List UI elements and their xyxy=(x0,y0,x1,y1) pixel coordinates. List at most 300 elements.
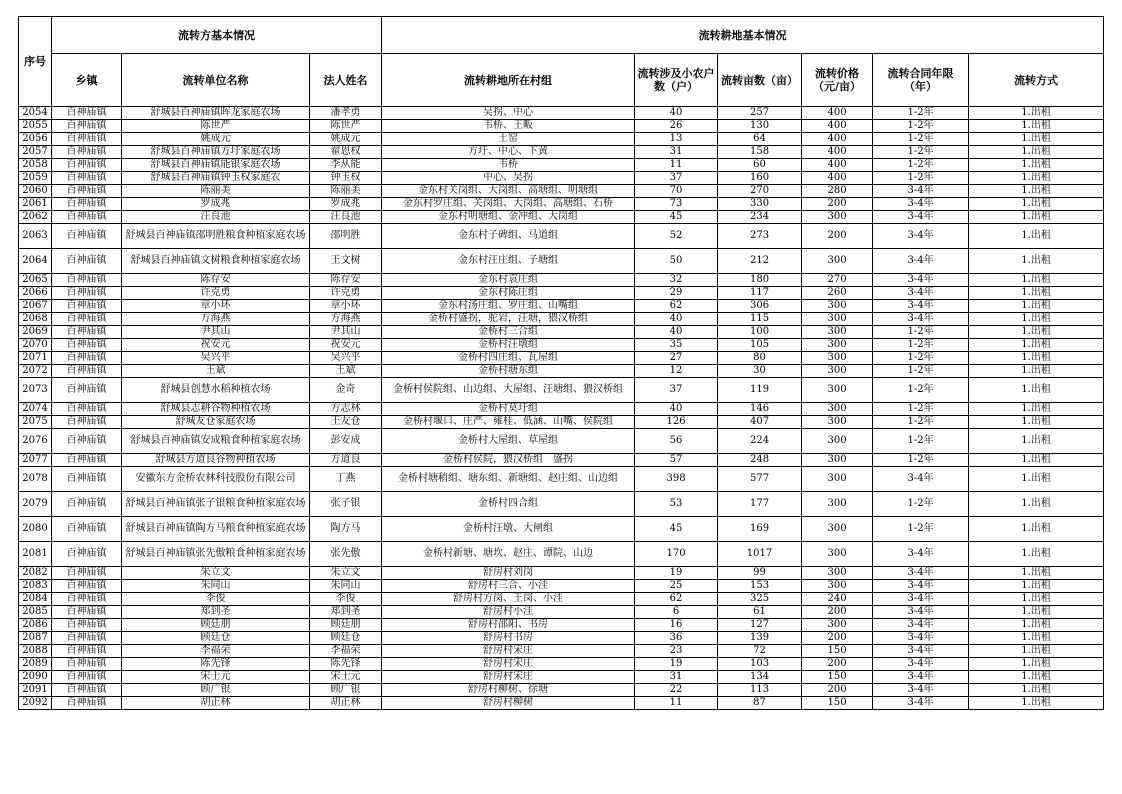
table-row xyxy=(19,172,1104,185)
cell-mode: 1.出租 xyxy=(969,339,1104,352)
cell-mode: 1.出租 xyxy=(969,224,1104,249)
cell-legal-person: 潘孝勇 xyxy=(310,107,382,120)
cell-seq: 2091 xyxy=(19,684,52,697)
cell-seq: 2057 xyxy=(19,146,52,159)
cell-households: 37 xyxy=(635,378,718,403)
cell-area: 577 xyxy=(718,467,802,492)
cell-unit-name: 陈存安 xyxy=(122,274,310,287)
cell-households: 57 xyxy=(635,454,718,467)
cell-mode: 1.出租 xyxy=(969,159,1104,172)
cell-legal-person: 邵明胜 xyxy=(310,224,382,249)
cell-village: 金桥村侯院组、山边组、大屋组、汪塘组、猥汉桥组 xyxy=(382,378,635,403)
cell-village: 金桥村四庄组、瓦屋组 xyxy=(382,352,635,365)
cell-area: 153 xyxy=(718,580,802,593)
cell-unit-name: 舒城县百神庙镇能银家庭农场 xyxy=(122,159,310,172)
table-row xyxy=(19,454,1104,467)
cell-village: 金东村汤庄组、罗庄组、山嘴组 xyxy=(382,300,635,313)
cell-mode: 1.出租 xyxy=(969,274,1104,287)
table-row xyxy=(19,339,1104,352)
cell-price: 300 xyxy=(802,467,873,492)
cell-seq: 2066 xyxy=(19,287,52,300)
cell-households: 40 xyxy=(635,326,718,339)
cell-price: 200 xyxy=(802,224,873,249)
cell-area: 115 xyxy=(718,313,802,326)
cell-legal-person: 陈丽美 xyxy=(310,185,382,198)
cell-mode: 1.出租 xyxy=(969,416,1104,429)
cell-price: 200 xyxy=(802,684,873,697)
cell-village: 金东村关岗组、大岗组、高塘组、明塘组 xyxy=(382,185,635,198)
cell-mode: 1.出租 xyxy=(969,684,1104,697)
table-row xyxy=(19,632,1104,645)
cell-seq: 2084 xyxy=(19,593,52,606)
cell-area: 180 xyxy=(718,274,802,287)
cell-households: 19 xyxy=(635,658,718,671)
cell-seq: 2085 xyxy=(19,606,52,619)
cell-mode: 1.出租 xyxy=(969,542,1104,567)
cell-price: 300 xyxy=(802,619,873,632)
header-area: 流转亩数（亩） xyxy=(718,54,802,107)
cell-legal-person: 许克勇 xyxy=(310,287,382,300)
cell-unit-name: 胡正林 xyxy=(122,697,310,710)
cell-legal-person: 李从能 xyxy=(310,159,382,172)
cell-village: 金桥村三合组 xyxy=(382,326,635,339)
cell-unit-name: 方海燕 xyxy=(122,313,310,326)
cell-seq: 2054 xyxy=(19,107,52,120)
table-row xyxy=(19,619,1104,632)
cell-price: 150 xyxy=(802,645,873,658)
cell-mode: 1.出租 xyxy=(969,313,1104,326)
cell-seq: 2070 xyxy=(19,339,52,352)
cell-legal-person: 顾廷朋 xyxy=(310,619,382,632)
table-row xyxy=(19,365,1104,378)
cell-mode: 1.出租 xyxy=(969,133,1104,146)
cell-area: 30 xyxy=(718,365,802,378)
cell-term: 3-4年 xyxy=(873,300,969,313)
cell-village: 舒房村邵阳、书房 xyxy=(382,619,635,632)
cell-mode: 1.出租 xyxy=(969,403,1104,416)
cell-term: 3-4年 xyxy=(873,606,969,619)
header-term: 流转合同年限（年） xyxy=(873,54,969,107)
cell-area: 80 xyxy=(718,352,802,365)
table-row xyxy=(19,326,1104,339)
cell-legal-person: 李福荣 xyxy=(310,645,382,658)
table-row xyxy=(19,645,1104,658)
cell-town: 百神庙镇 xyxy=(52,326,122,339)
cell-term: 1-2年 xyxy=(873,416,969,429)
cell-households: 40 xyxy=(635,403,718,416)
cell-legal-person: 罗成兆 xyxy=(310,198,382,211)
table-row xyxy=(19,606,1104,619)
cell-village: 金东村子碑组、马道组 xyxy=(382,224,635,249)
table-row xyxy=(19,658,1104,671)
cell-households: 40 xyxy=(635,107,718,120)
cell-town: 百神庙镇 xyxy=(52,658,122,671)
cell-village: 金桥村塘东组 xyxy=(382,365,635,378)
cell-village: 金东村汪庄组、子塘组 xyxy=(382,249,635,274)
cell-term: 3-4年 xyxy=(873,249,969,274)
cell-term: 1-2年 xyxy=(873,107,969,120)
cell-seq: 2090 xyxy=(19,671,52,684)
cell-price: 400 xyxy=(802,133,873,146)
cell-mode: 1.出租 xyxy=(969,249,1104,274)
cell-price: 200 xyxy=(802,658,873,671)
cell-town: 百神庙镇 xyxy=(52,159,122,172)
cell-seq: 2086 xyxy=(19,619,52,632)
cell-price: 300 xyxy=(802,567,873,580)
table-row xyxy=(19,300,1104,313)
cell-price: 200 xyxy=(802,198,873,211)
cell-mode: 1.出租 xyxy=(969,211,1104,224)
cell-term: 3-4年 xyxy=(873,619,969,632)
cell-town: 百神庙镇 xyxy=(52,107,122,120)
cell-households: 62 xyxy=(635,593,718,606)
cell-households: 50 xyxy=(635,249,718,274)
table-row xyxy=(19,542,1104,567)
cell-seq: 2064 xyxy=(19,249,52,274)
cell-area: 146 xyxy=(718,403,802,416)
cell-households: 56 xyxy=(635,429,718,454)
cell-seq: 2061 xyxy=(19,198,52,211)
table-row xyxy=(19,120,1104,133)
cell-village: 舒房村刘岗 xyxy=(382,567,635,580)
cell-area: 234 xyxy=(718,211,802,224)
cell-legal-person: 顾广银 xyxy=(310,684,382,697)
cell-area: 100 xyxy=(718,326,802,339)
cell-unit-name: 顾廷朋 xyxy=(122,619,310,632)
cell-households: 22 xyxy=(635,684,718,697)
cell-price: 240 xyxy=(802,593,873,606)
cell-town: 百神庙镇 xyxy=(52,606,122,619)
cell-village: 金桥村汪墩、大闸组 xyxy=(382,517,635,542)
cell-town: 百神庙镇 xyxy=(52,339,122,352)
cell-town: 百神庙镇 xyxy=(52,542,122,567)
cell-price: 300 xyxy=(802,416,873,429)
cell-households: 11 xyxy=(635,159,718,172)
cell-area: 257 xyxy=(718,107,802,120)
cell-area: 273 xyxy=(718,224,802,249)
cell-households: 19 xyxy=(635,567,718,580)
cell-mode: 1.出租 xyxy=(969,326,1104,339)
cell-legal-person: 吴兴平 xyxy=(310,352,382,365)
cell-legal-person: 朱立文 xyxy=(310,567,382,580)
cell-unit-name: 顾廷仓 xyxy=(122,632,310,645)
cell-mode: 1.出租 xyxy=(969,492,1104,517)
cell-area: 72 xyxy=(718,645,802,658)
cell-village: 韦桥、王畈 xyxy=(382,120,635,133)
cell-price: 300 xyxy=(802,249,873,274)
cell-price: 260 xyxy=(802,287,873,300)
cell-price: 300 xyxy=(802,300,873,313)
header-group-land: 流转耕地基本情况 xyxy=(382,17,1104,54)
cell-village: 舒房村小洼 xyxy=(382,606,635,619)
cell-area: 119 xyxy=(718,378,802,403)
cell-households: 11 xyxy=(635,697,718,710)
cell-mode: 1.出租 xyxy=(969,287,1104,300)
cell-households: 16 xyxy=(635,619,718,632)
cell-legal-person: 陈先锋 xyxy=(310,658,382,671)
cell-village: 金桥村大屋组、草屋组 xyxy=(382,429,635,454)
cell-seq: 2083 xyxy=(19,580,52,593)
cell-seq: 2059 xyxy=(19,172,52,185)
cell-area: 160 xyxy=(718,172,802,185)
cell-legal-person: 方海燕 xyxy=(310,313,382,326)
header-mode: 流转方式 xyxy=(969,54,1104,107)
cell-area: 330 xyxy=(718,198,802,211)
table-row xyxy=(19,517,1104,542)
cell-households: 23 xyxy=(635,645,718,658)
cell-seq: 2074 xyxy=(19,403,52,416)
table-row xyxy=(19,403,1104,416)
cell-households: 13 xyxy=(635,133,718,146)
cell-seq: 2080 xyxy=(19,517,52,542)
cell-village: 金东村陈庄组 xyxy=(382,287,635,300)
cell-term: 3-4年 xyxy=(873,567,969,580)
cell-seq: 2089 xyxy=(19,658,52,671)
cell-mode: 1.出租 xyxy=(969,352,1104,365)
cell-area: 407 xyxy=(718,416,802,429)
cell-term: 1-2年 xyxy=(873,352,969,365)
cell-price: 300 xyxy=(802,365,873,378)
cell-town: 百神庙镇 xyxy=(52,172,122,185)
table-row xyxy=(19,671,1104,684)
cell-seq: 2082 xyxy=(19,567,52,580)
cell-area: 130 xyxy=(718,120,802,133)
cell-unit-name: 朱立文 xyxy=(122,567,310,580)
cell-term: 1-2年 xyxy=(873,339,969,352)
cell-legal-person: 章小环 xyxy=(310,300,382,313)
cell-price: 300 xyxy=(802,326,873,339)
cell-area: 306 xyxy=(718,300,802,313)
cell-unit-name: 姚成元 xyxy=(122,133,310,146)
cell-unit-name: 陈丽美 xyxy=(122,185,310,198)
cell-unit-name: 吴兴平 xyxy=(122,352,310,365)
cell-village: 金东村袁庄组 xyxy=(382,274,635,287)
cell-households: 70 xyxy=(635,185,718,198)
table-row xyxy=(19,107,1104,120)
table-row xyxy=(19,697,1104,710)
cell-area: 270 xyxy=(718,185,802,198)
cell-unit-name: 舒城县百神庙镇张先傲粮食种植家庭农场 xyxy=(122,542,310,567)
cell-term: 3-4年 xyxy=(873,671,969,684)
cell-unit-name: 舒城县百神庙镇张子银粮食种植家庭农场 xyxy=(122,492,310,517)
cell-unit-name: 罗成兆 xyxy=(122,198,310,211)
cell-legal-person: 顾廷仓 xyxy=(310,632,382,645)
table-row xyxy=(19,274,1104,287)
cell-legal-person: 张子银 xyxy=(310,492,382,517)
cell-households: 26 xyxy=(635,120,718,133)
cell-town: 百神庙镇 xyxy=(52,593,122,606)
cell-town: 百神庙镇 xyxy=(52,287,122,300)
cell-term: 1-2年 xyxy=(873,326,969,339)
cell-area: 158 xyxy=(718,146,802,159)
cell-households: 25 xyxy=(635,580,718,593)
cell-town: 百神庙镇 xyxy=(52,198,122,211)
cell-village: 韦桥 xyxy=(382,159,635,172)
cell-seq: 2056 xyxy=(19,133,52,146)
cell-village: 金桥村侯院，猥汉桥组 盛拐 xyxy=(382,454,635,467)
cell-term: 1-2年 xyxy=(873,365,969,378)
cell-unit-name: 许克勇 xyxy=(122,287,310,300)
cell-area: 212 xyxy=(718,249,802,274)
header-seq: 序号 xyxy=(19,17,52,107)
cell-term: 1-2年 xyxy=(873,403,969,416)
cell-mode: 1.出租 xyxy=(969,365,1104,378)
cell-price: 400 xyxy=(802,172,873,185)
cell-village: 金东村明塘组、金冲组、大岗组 xyxy=(382,211,635,224)
cell-households: 73 xyxy=(635,198,718,211)
cell-term: 3-4年 xyxy=(873,697,969,710)
cell-village: 舒房村宋庄 xyxy=(382,658,635,671)
cell-area: 248 xyxy=(718,454,802,467)
table-row xyxy=(19,159,1104,172)
cell-area: 61 xyxy=(718,606,802,619)
cell-price: 300 xyxy=(802,580,873,593)
cell-mode: 1.出租 xyxy=(969,300,1104,313)
cell-village: 舒房村三合、小洼 xyxy=(382,580,635,593)
table-row xyxy=(19,567,1104,580)
cell-term: 3-4年 xyxy=(873,658,969,671)
cell-area: 224 xyxy=(718,429,802,454)
cell-legal-person: 方志林 xyxy=(310,403,382,416)
cell-unit-name: 祝安元 xyxy=(122,339,310,352)
cell-legal-person: 李俊 xyxy=(310,593,382,606)
cell-households: 45 xyxy=(635,517,718,542)
cell-legal-person: 丁燕 xyxy=(310,467,382,492)
cell-households: 31 xyxy=(635,671,718,684)
cell-village: 舒房村柳树、徐塘 xyxy=(382,684,635,697)
cell-village: 金桥村盛拐，驼岩，汪塘，猥汉桥组 xyxy=(382,313,635,326)
cell-households: 45 xyxy=(635,211,718,224)
cell-town: 百神庙镇 xyxy=(52,352,122,365)
table-row xyxy=(19,429,1104,454)
cell-legal-person: 朱同山 xyxy=(310,580,382,593)
cell-term: 3-4年 xyxy=(873,580,969,593)
cell-seq: 2071 xyxy=(19,352,52,365)
header-group-transferor: 流转方基本情况 xyxy=(52,17,382,54)
cell-households: 6 xyxy=(635,606,718,619)
cell-price: 300 xyxy=(802,313,873,326)
cell-legal-person: 方道良 xyxy=(310,454,382,467)
cell-village: 土窑 xyxy=(382,133,635,146)
cell-term: 1-2年 xyxy=(873,517,969,542)
cell-town: 百神庙镇 xyxy=(52,467,122,492)
cell-mode: 1.出租 xyxy=(969,645,1104,658)
cell-village: 金桥村莫圩组 xyxy=(382,403,635,416)
cell-town: 百神庙镇 xyxy=(52,274,122,287)
cell-seq: 2076 xyxy=(19,429,52,454)
cell-term: 3-4年 xyxy=(873,467,969,492)
cell-seq: 2078 xyxy=(19,467,52,492)
cell-price: 300 xyxy=(802,542,873,567)
cell-term: 3-4年 xyxy=(873,224,969,249)
cell-town: 百神庙镇 xyxy=(52,645,122,658)
cell-town: 百神庙镇 xyxy=(52,185,122,198)
cell-mode: 1.出租 xyxy=(969,120,1104,133)
cell-seq: 2067 xyxy=(19,300,52,313)
cell-households: 32 xyxy=(635,274,718,287)
cell-legal-person: 陈存安 xyxy=(310,274,382,287)
cell-seq: 2060 xyxy=(19,185,52,198)
cell-households: 53 xyxy=(635,492,718,517)
cell-price: 300 xyxy=(802,339,873,352)
cell-price: 300 xyxy=(802,211,873,224)
cell-price: 300 xyxy=(802,378,873,403)
cell-term: 3-4年 xyxy=(873,632,969,645)
cell-price: 280 xyxy=(802,185,873,198)
cell-legal-person: 汪良池 xyxy=(310,211,382,224)
cell-mode: 1.出租 xyxy=(969,378,1104,403)
cell-unit-name: 李福荣 xyxy=(122,645,310,658)
cell-unit-name: 汪良池 xyxy=(122,211,310,224)
cell-mode: 1.出租 xyxy=(969,606,1104,619)
cell-area: 99 xyxy=(718,567,802,580)
header-village: 流转耕地所在村组 xyxy=(382,54,635,107)
table-row xyxy=(19,378,1104,403)
cell-seq: 2069 xyxy=(19,326,52,339)
cell-term: 1-2年 xyxy=(873,120,969,133)
table-row xyxy=(19,416,1104,429)
cell-mode: 1.出租 xyxy=(969,567,1104,580)
table-row xyxy=(19,249,1104,274)
cell-term: 3-4年 xyxy=(873,593,969,606)
cell-town: 百神庙镇 xyxy=(52,403,122,416)
cell-town: 百神庙镇 xyxy=(52,300,122,313)
cell-area: 127 xyxy=(718,619,802,632)
header-households: 流转涉及小农户数（户） xyxy=(635,54,718,107)
table-row xyxy=(19,224,1104,249)
cell-town: 百神庙镇 xyxy=(52,146,122,159)
cell-households: 29 xyxy=(635,287,718,300)
cell-term: 1-2年 xyxy=(873,429,969,454)
cell-village: 金东村罗庄组、关岗组、大岗组、高塘组、石桥 xyxy=(382,198,635,211)
cell-legal-person: 彭安成 xyxy=(310,429,382,454)
cell-price: 300 xyxy=(802,454,873,467)
cell-area: 325 xyxy=(718,593,802,606)
cell-seq: 2072 xyxy=(19,365,52,378)
cell-seq: 2077 xyxy=(19,454,52,467)
cell-term: 1-2年 xyxy=(873,133,969,146)
cell-area: 134 xyxy=(718,671,802,684)
cell-mode: 1.出租 xyxy=(969,580,1104,593)
cell-mode: 1.出租 xyxy=(969,185,1104,198)
cell-town: 百神庙镇 xyxy=(52,211,122,224)
cell-households: 37 xyxy=(635,172,718,185)
cell-price: 300 xyxy=(802,403,873,416)
cell-price: 300 xyxy=(802,492,873,517)
cell-term: 3-4年 xyxy=(873,287,969,300)
table-row xyxy=(19,198,1104,211)
cell-unit-name: 舒城县志耕谷物种植农场 xyxy=(122,403,310,416)
cell-seq: 2055 xyxy=(19,120,52,133)
cell-legal-person: 翟恩权 xyxy=(310,146,382,159)
cell-households: 52 xyxy=(635,224,718,249)
table-row xyxy=(19,211,1104,224)
table-row xyxy=(19,352,1104,365)
cell-town: 百神庙镇 xyxy=(52,120,122,133)
cell-seq: 2068 xyxy=(19,313,52,326)
cell-mode: 1.出租 xyxy=(969,517,1104,542)
cell-village: 吴拐、中心 xyxy=(382,107,635,120)
cell-price: 300 xyxy=(802,517,873,542)
cell-mode: 1.出租 xyxy=(969,467,1104,492)
cell-price: 400 xyxy=(802,146,873,159)
cell-area: 1017 xyxy=(718,542,802,567)
header-unit-name: 流转单位名称 xyxy=(122,54,310,107)
cell-term: 3-4年 xyxy=(873,185,969,198)
cell-term: 3-4年 xyxy=(873,313,969,326)
cell-town: 百神庙镇 xyxy=(52,580,122,593)
cell-area: 117 xyxy=(718,287,802,300)
